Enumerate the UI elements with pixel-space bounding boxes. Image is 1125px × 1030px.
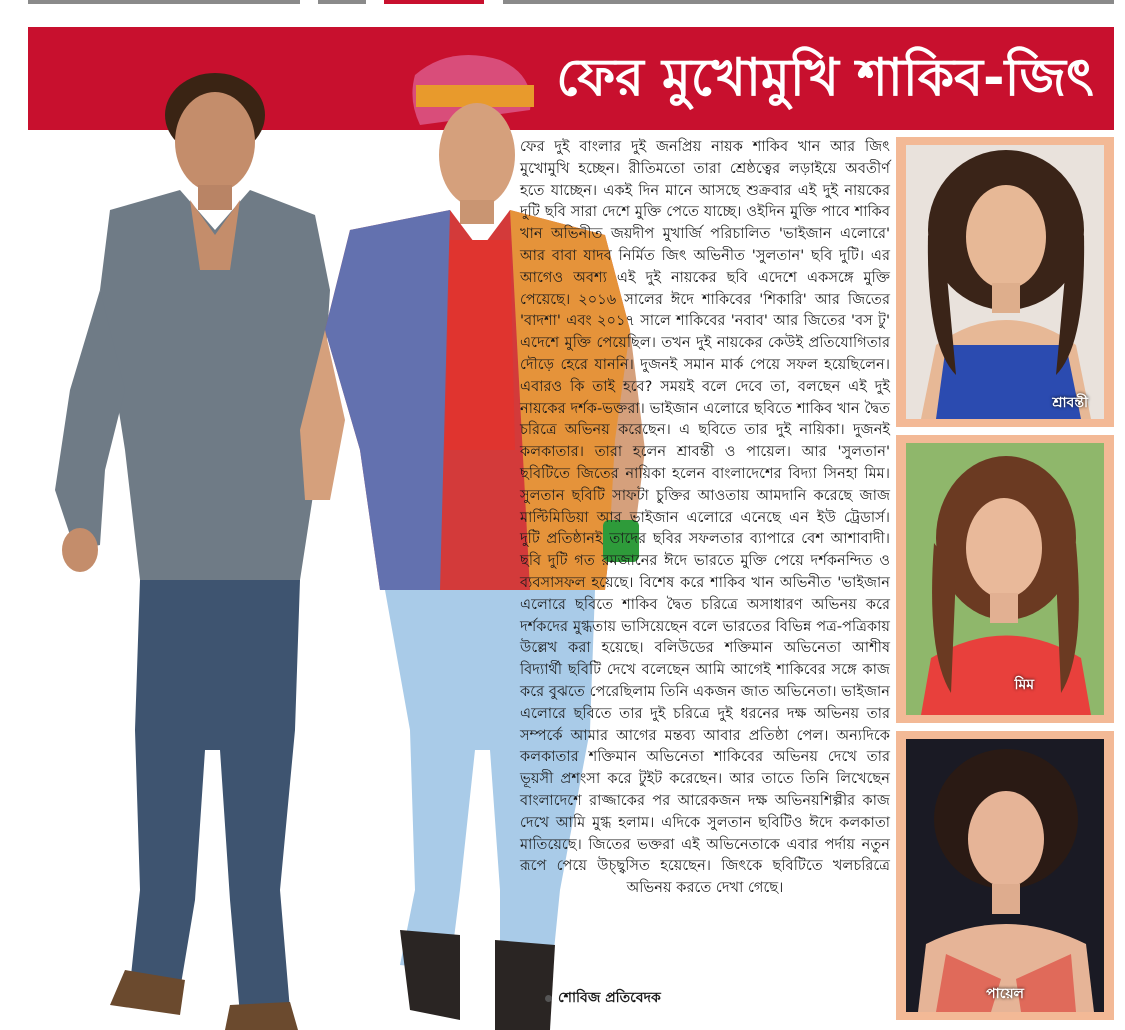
portrait-srabanti-image <box>906 145 1104 419</box>
article-text: ফের দুই বাংলার দুই জনপ্রিয় নায়ক শাকিব খান আর জিৎ মুখোমুখি হচ্ছেন। রীতিমতো তারা শ্রেষ্ঠত্বের লড়াইয়ে অবতীর্ণ হতে যাচ্ছেন। একই দিন মানে আসছে শুক্রবার এই দুই নায়কের দুটি ছবি সারা দেশে মুক্তি পেতে যাচ্ছে। ওইদিন মুক্তি পাবে শাকিব খান অভিনীত জয়দীপ মুখার্জি পরিচালিত 'ভাইজান এলোরে' আর বাবা যাদব নির্মিত জিৎ অভিনীত 'সুলতান' ছবি দুটি। এর আগেও অবশ্য এই দুই নায়কের ছবি এদেশে একসঙ্গে মুক্তি পেয়েছে। ২০১৬ সালের ঈদে শাকিবের 'শিকারি' আর জিতের 'বাদশা' এবং ২০১৭ সালে শাকিবের 'নবাব' আর জিতের 'বস টু' এদেশে মুক্তি পেয়েছিল। তখন দুই নায়কের কেউই প্রতিযোগিতার দৌড়ে হেরে যাননি। দুজনই সমান মার্ক পেয়ে সফল হয়েছিলেন। এবারও কি তাই হবে? সময়ই বলে দেবে তা, বলছেন এই দুই নায়কের দর্শক-ভক্তরা। ভাইজান এলোরে ছবিতে শাকিব খান দ্বৈত চরিত্রে অভিনয় করেছেন। এ ছবিতে তার দুই নায়িকা। দুজনই কলকাতার। তারা হলেন শ্রাবন্তী ও পায়েল। আর 'সুলতান' ছবিটিতে জিতের নায়িকা হলেন বাংলাদেশের বিদ্যা সিনহা মিম। সুলতান ছবিটি সাফটা চুক্তির আওতায় আমদানি করেছে জাজ মাল্টিমিডিয়া আর ভাইজান এলোরে এনেছে এন ইউ ট্রেডার্স। দুটি প্রতিষ্ঠানই তাদের ছবির সফলতার ব্যাপারে বেশ আশাবাদী। ছবি দুটি গত রমজানের ঈদে ভারতে মুক্তি পেয়ে দর্শকনন্দিত ও ব্যবসাসফল হয়েছে। বিশেষ করে শাকিব খান অভিনীত 'ভাইজান এলোরে ছবিতে শাকিব দ্বৈত চরিত্রে অসাধারণ অভিনয় করে দর্শকদের মুগ্ধতায় ভাসিয়েছেন বলে ভারতের বিভিন্ন পত্র-পত্রিকায় উল্লেখ করা হয়েছে। বলিউডের শক্তিমান অভিনেতা আশীষ বিদ্যার্থী ছবিটি দেখে বলেছেন আমি আগেই শাকিবের সঙ্গে কাজ করে বুঝতে পেরেছিলাম তিনি একজন জাত অভিনেতা। ভাইজান এলোরে ছবিতে তার দুই চরিত্রে দুই ধরনের দক্ষ অভিনয় তার সম্পর্কে আমার আগের মন্তব্য আবার প্রতিষ্ঠা পেল। অন্যদিকে কলকাতার শক্তিমান অভিনেতা শাকিবের অভিনয় দেখে তার ভূয়সী প্রশংসা করে টুইট করেছেন। আর তাতে তিনি লিখেছেন বাংলাদেশে রাজ্জাকের পর আরেকজন দক্ষ অভিনয়শিল্পীর কাজ দেখে আমি মুগ্ধ হলাম। এদিকে সুলতান ছবিটিও ঈদে কলকাতা মাতিয়েছে। জিতের ভক্তরা এই অভিনেতাকে এবার পর্দায় নতুন রূপে পেয়ে উচ্ছ্বসিত হয়েছেন। জিৎকে ছবিটিতে খলচরিত্রে অভিনয় করতে দেখা গেছে। <box>520 138 890 897</box>
top-rule <box>503 0 1114 4</box>
bullet-icon <box>545 995 552 1002</box>
portrait-payel-image <box>906 739 1104 1012</box>
photo-mim <box>896 435 1114 723</box>
byline-text: শোবিজ প্রতিবেদক <box>558 990 661 1006</box>
caption-srabanti: শ্রাবন্তী <box>1052 395 1088 411</box>
headline: ফের মুখোমুখি শাকিব-জিৎ <box>556 48 1094 108</box>
top-rule <box>28 0 300 4</box>
caption-mim: মিম <box>1014 677 1034 693</box>
top-rule <box>318 0 366 4</box>
caption-payel: পায়েল <box>986 986 1024 1002</box>
byline <box>545 986 661 1010</box>
photo-payel <box>896 731 1114 1020</box>
article-body <box>520 136 890 986</box>
top-rule-accent <box>384 0 484 4</box>
actor-jeet-figure <box>55 73 330 1030</box>
photo-srabanti <box>896 137 1114 427</box>
portrait-mim-image <box>906 443 1104 715</box>
